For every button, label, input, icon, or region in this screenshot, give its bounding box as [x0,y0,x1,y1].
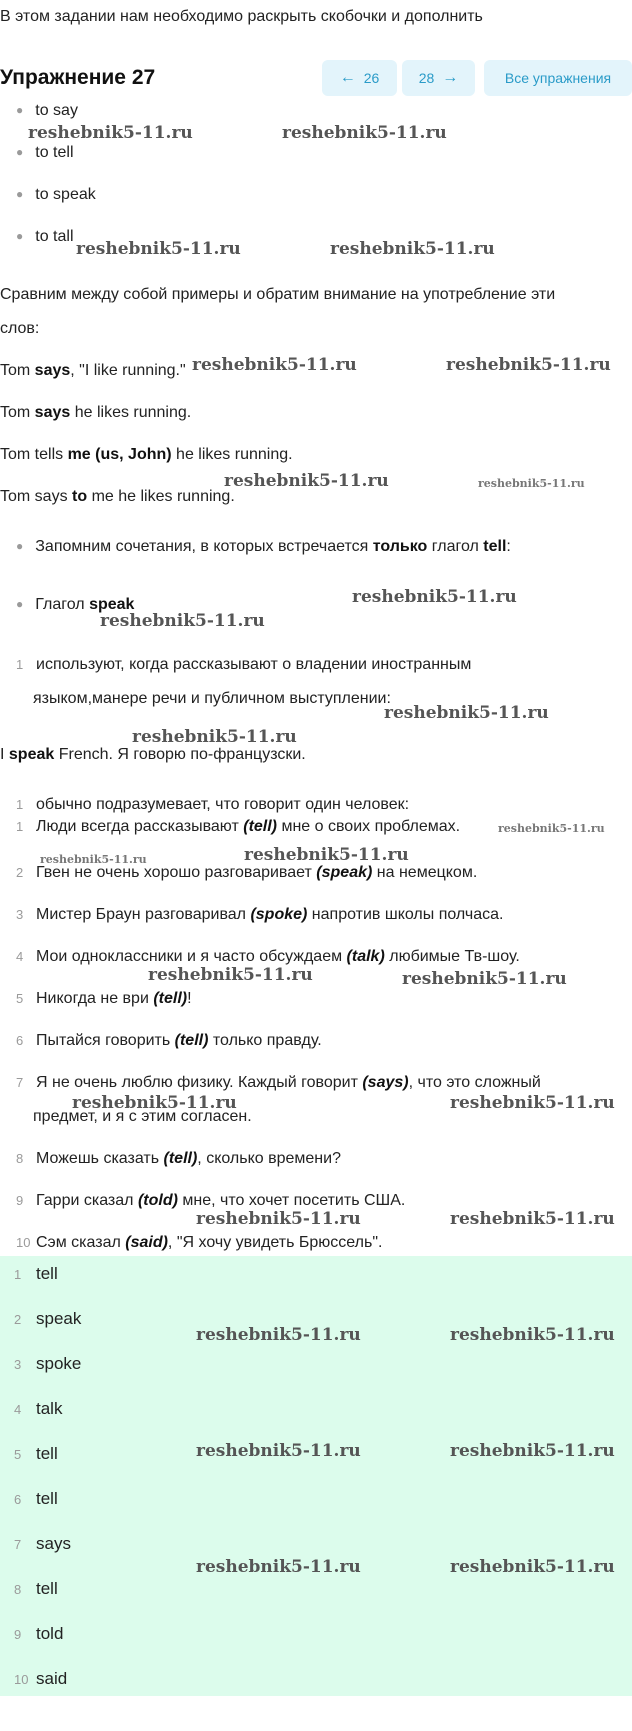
answer-item: 6 tell [14,1489,58,1508]
exercise-sentence: 4 Мои одноклассники и я часто обсуждаем (talk) любимые Тв-шоу. [16,948,520,965]
watermark: reshebnik5-11.ru [450,1325,615,1345]
watermark: reshebnik5-11.ru [450,1209,615,1229]
list-item: 1 используют, когда рассказывают о владении иностранным [16,656,472,673]
list-item: ● to tall [16,228,74,245]
watermark: reshebnik5-11.ru [384,703,549,723]
watermark: reshebnik5-11.ru [132,727,297,747]
watermark: reshebnik5-11.ru [196,1325,361,1345]
watermark: reshebnik5-11.ru [148,965,313,985]
answers-panel [0,1256,632,1696]
example-line: I speak French. Я говорю по-французски. [0,746,306,763]
watermark: reshebnik5-11.ru [76,239,241,259]
paragraph: Сравним между собой примеры и обратим внимание на употребление эти [0,286,556,303]
watermark: reshebnik5-11.ru [450,1441,615,1461]
prev-exercise-button[interactable] [322,60,397,96]
bullet-icon: ● [16,539,24,553]
exercise-sentence: 10 Сэм сказал (said), "Я хочу увидеть Брюссель". [16,1234,383,1251]
prev-exercise-label: 26 [363,70,380,86]
exercise-sentence: 7 Я не очень люблю физику. Каждый говорит (says), что это сложный [16,1074,541,1091]
bullet-icon: ● [16,145,24,159]
bullet-icon: ● [16,187,24,201]
answer-item: 1 tell [14,1264,58,1283]
watermark: reshebnik5-11.ru [196,1209,361,1229]
intro-text: В этом задании нам необходимо раскрыть скобочки и дополнить [0,8,483,25]
example-line: Tom tells me (us, John) he likes running. [0,446,293,463]
exercise-sentence: 1 Люди всегда рассказывают (tell) мне о своих проблемах. [16,818,461,835]
watermark: reshebnik5-11.ru [446,355,611,375]
watermark: reshebnik5-11.ru [192,355,357,375]
watermark: reshebnik5-11.ru [330,239,495,259]
watermark: reshebnik5-11.ru [224,471,389,491]
watermark: reshebnik5-11.ru [352,587,517,607]
watermark: reshebnik5-11.ru [100,611,265,631]
list-item: ● to say [16,102,78,119]
list-item: ● Запомним сочетания, в которых встречается только глагол tell: [16,538,511,555]
exercise-sentence: 2 Гвен не очень хорошо разговаривает (speak) на немецком. [16,864,478,881]
answer-item: 3 spoke [14,1354,82,1373]
watermark: reshebnik5-11.ru [244,845,409,865]
example-line: Tom says, "I like running." [0,362,186,379]
exercise-sentence-continued: предмет, и я с этим согласен. [33,1108,252,1125]
answer-item: 9 told [14,1624,64,1643]
all-exercises-button[interactable] [484,60,632,96]
bullet-icon: ● [16,597,24,611]
watermark: reshebnik5-11.ru [40,853,147,866]
watermark: reshebnik5-11.ru [196,1441,361,1461]
list-item: ● to tell [16,144,74,161]
answer-item: 8 tell [14,1579,58,1598]
list-item: 1 обычно подразумевает, что говорит один человек: [16,796,410,813]
exercise-sentence: 8 Можешь сказать (tell), сколько времени? [16,1150,341,1167]
watermark: reshebnik5-11.ru [402,969,567,989]
answer-item: 7 says [14,1534,71,1553]
watermark: reshebnik5-11.ru [498,822,605,835]
paragraph: слов: [0,320,40,337]
exercise-sentence: 3 Мистер Браун разговаривал (spoke) напротив школы полчаса. [16,906,504,923]
watermark: reshebnik5-11.ru [282,123,447,143]
exercise-sentence: 5 Никогда не ври (tell)! [16,990,192,1007]
example-line: Tom says to me he likes running. [0,488,235,505]
exercise-sentence: 6 Пытайся говорить (tell) только правду. [16,1032,322,1049]
watermark: reshebnik5-11.ru [72,1093,237,1113]
answer-item: 2 speak [14,1309,82,1328]
watermark: reshebnik5-11.ru [450,1093,615,1113]
arrow-right-icon: → [442,69,459,86]
all-exercises-label: Все упражнения [504,70,612,86]
watermark: reshebnik5-11.ru [28,123,193,143]
next-exercise-button[interactable] [402,60,475,96]
paragraph: языком,манере речи и публичном выступлении: [33,690,391,707]
arrow-left-icon: ← [339,69,356,86]
answer-item: 5 tell [14,1444,58,1463]
exercise-sentence: 9 Гарри сказал (told) мне, что хочет посетить США. [16,1192,406,1209]
next-exercise-label: 28 [418,70,435,86]
watermark: reshebnik5-11.ru [196,1557,361,1577]
answer-item: 4 talk [14,1399,63,1418]
list-item: ● Глагол speak [16,596,135,613]
watermark: reshebnik5-11.ru [478,477,585,490]
list-item: ● to speak [16,186,96,203]
bullet-icon: ● [16,103,24,117]
example-line: Tom says he likes running. [0,404,192,421]
answer-item: 10 said [14,1669,68,1688]
watermark: reshebnik5-11.ru [450,1557,615,1577]
bullet-icon: ● [16,229,24,243]
page-title: Упражнение 27 [0,66,156,89]
